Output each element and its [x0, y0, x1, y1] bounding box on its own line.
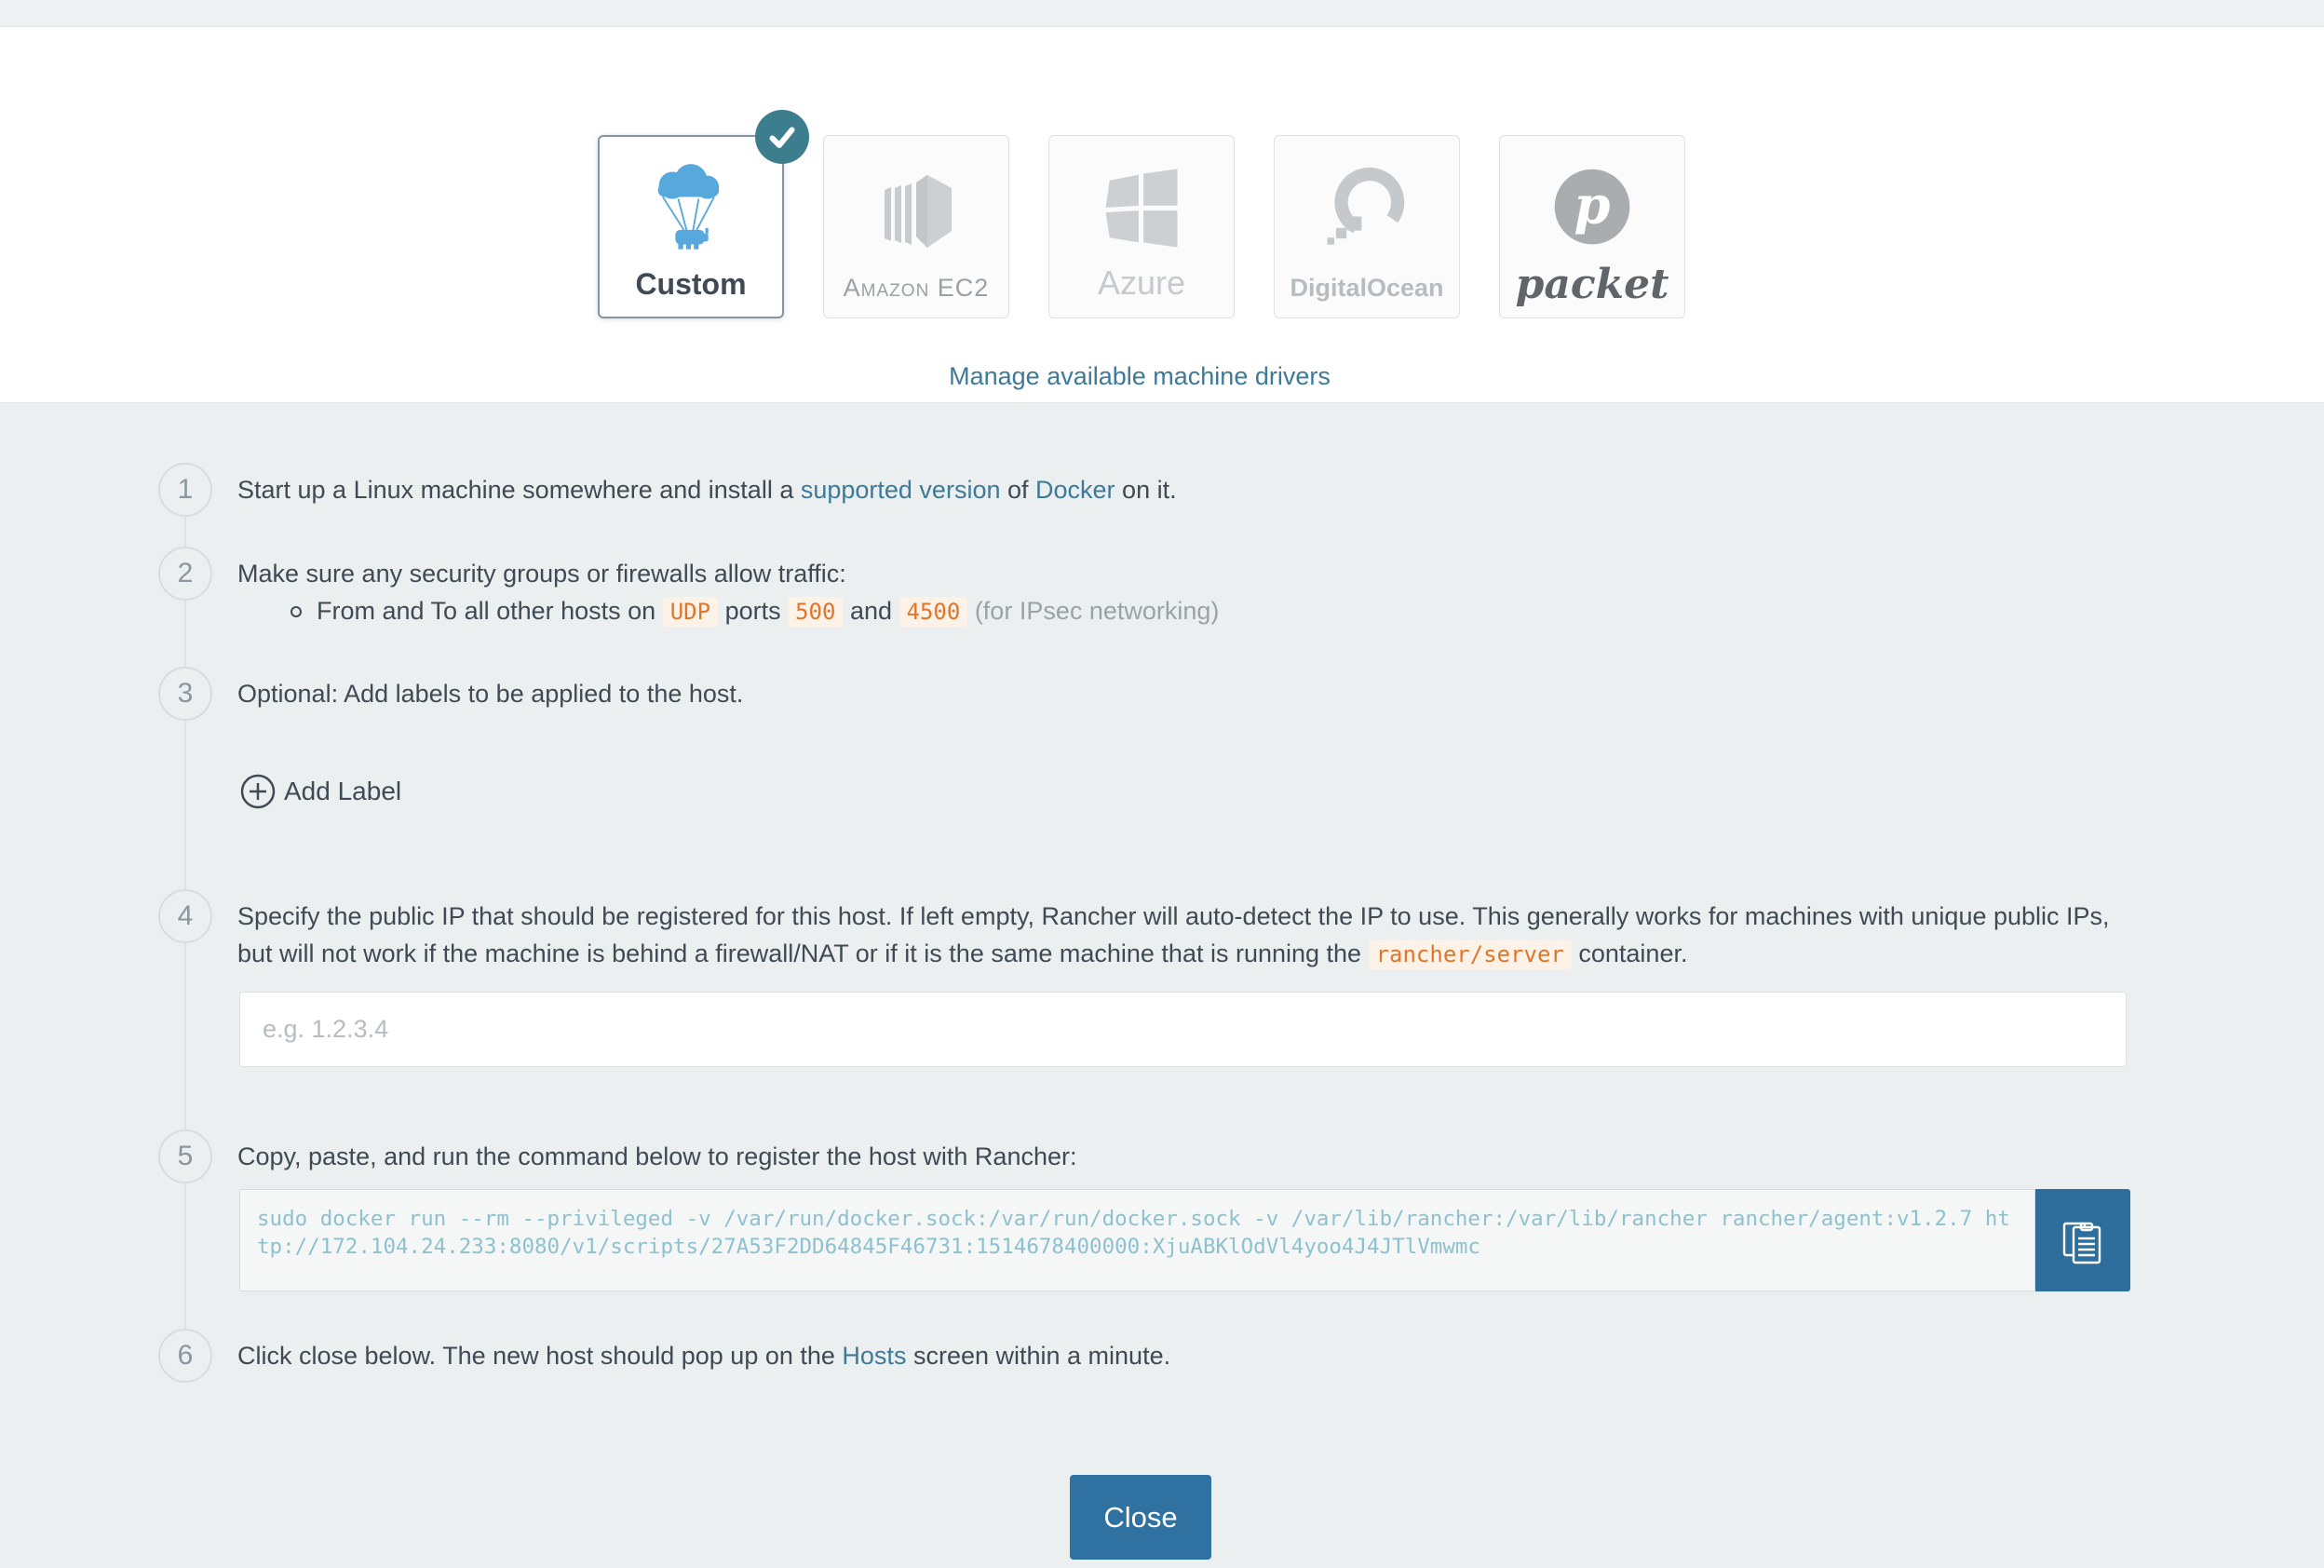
driver-tile-packet[interactable] — [1499, 135, 1685, 318]
step-6-text — [237, 1339, 1170, 1372]
svg-text:p: p — [1574, 174, 1611, 236]
driver-picker-panel — [0, 26, 2324, 403]
step-number-6: 6 — [158, 1329, 212, 1383]
step-5-text: Copy, paste, and run the command below to register the host with Rancher: — [237, 1142, 1077, 1170]
step-1-pre: Start up a Linux machine somewhere and install a — [237, 476, 801, 504]
step-4-text — [237, 898, 2142, 973]
step-number-2: 2 — [158, 547, 212, 601]
step-number-1: 1 — [158, 463, 212, 517]
step-1-mid: of — [1000, 476, 1036, 504]
step-6-post: screen within a minute. — [906, 1342, 1171, 1370]
hosts-link[interactable]: Hosts — [842, 1342, 907, 1370]
top-strip — [0, 0, 2324, 26]
step-2-bullet-pre: From and To all other hosts on — [317, 597, 663, 625]
port-4500-code: 4500 — [899, 597, 968, 627]
driver-label-azure: Azure — [1097, 264, 1186, 302]
register-command-text: sudo docker run --rm --privileged -v /var/run/docker.sock:/var/run/docker.sock -v /var/lib/rancher:/var/lib/rancher rancher/agent:v1.2.7 http://172.104.24.233:8080/v1/scripts/27A53F2DD64845F46731:1514678400000:XjuABKlOdVl4yoo4J4JTlVmwmc — [239, 1189, 2035, 1291]
driver-tile-azure[interactable] — [1048, 135, 1235, 318]
step-4-post: container. — [1571, 939, 1688, 967]
driver-tile-digitalocean[interactable] — [1274, 135, 1460, 318]
driver-label-packet: packet — [1515, 261, 1669, 308]
bullet-icon — [290, 606, 302, 617]
step-number-3: 3 — [158, 667, 212, 721]
step-2-mid2: and — [843, 597, 899, 625]
step-1-post: on it. — [1115, 476, 1177, 504]
port-500-code: 500 — [788, 597, 843, 627]
step-2-bullet — [290, 594, 1219, 629]
copy-command-button[interactable] — [2035, 1189, 2130, 1291]
rancher-server-code: rancher/server — [1369, 939, 1572, 969]
step-2-note: (for IPsec networking) — [967, 597, 1220, 625]
azure-icon — [1093, 160, 1190, 257]
clipboard-copy-icon — [2061, 1216, 2104, 1264]
add-label-button[interactable] — [239, 771, 401, 812]
step-6-pre: Click close below. The new host should pop up on the — [237, 1342, 843, 1370]
driver-label-amazon-ec2: Amazon EC2 — [843, 274, 990, 302]
step-3-text: Optional: Add labels to be applied to the host. — [237, 680, 744, 708]
driver-tile-amazon-ec2[interactable] — [823, 135, 1009, 318]
amazon-ec2-icon — [870, 162, 963, 255]
check-icon — [766, 123, 798, 151]
driver-label-digitalocean: DigitalOcean — [1290, 274, 1444, 302]
step-2-mid1: ports — [718, 597, 789, 625]
plus-circle-icon — [239, 773, 277, 810]
step-number-4: 4 — [158, 889, 212, 943]
udp-code: UDP — [663, 597, 718, 627]
custom-driver-icon — [642, 160, 739, 257]
close-button[interactable]: Close — [1070, 1475, 1211, 1560]
public-ip-input[interactable] — [239, 992, 2127, 1067]
manage-machine-drivers-link[interactable]: Manage available machine drivers — [949, 362, 1331, 390]
supported-version-link[interactable]: supported version — [800, 476, 1001, 504]
packet-icon — [1547, 164, 1637, 253]
step-1-text — [237, 473, 1177, 507]
driver-tile-custom[interactable] — [598, 135, 784, 318]
step-number-5: 5 — [158, 1129, 212, 1183]
add-label-text: Add Label — [284, 777, 402, 805]
digitalocean-icon — [1318, 160, 1415, 257]
driver-label-custom: Custom — [635, 267, 747, 301]
docker-link[interactable]: Docker — [1035, 476, 1115, 504]
driver-tiles — [598, 135, 1685, 318]
step-2-heading: Make sure any security groups or firewalls allow traffic: — [237, 560, 846, 588]
step-4-pre: Specify the public IP that should be registered for this host. If left empty, Rancher will auto-detect the IP to use. This generally works for machines with unique public IPs, but will not work if the machine is behind a firewall/NAT or if it is the same machine that is running the — [237, 902, 2110, 967]
